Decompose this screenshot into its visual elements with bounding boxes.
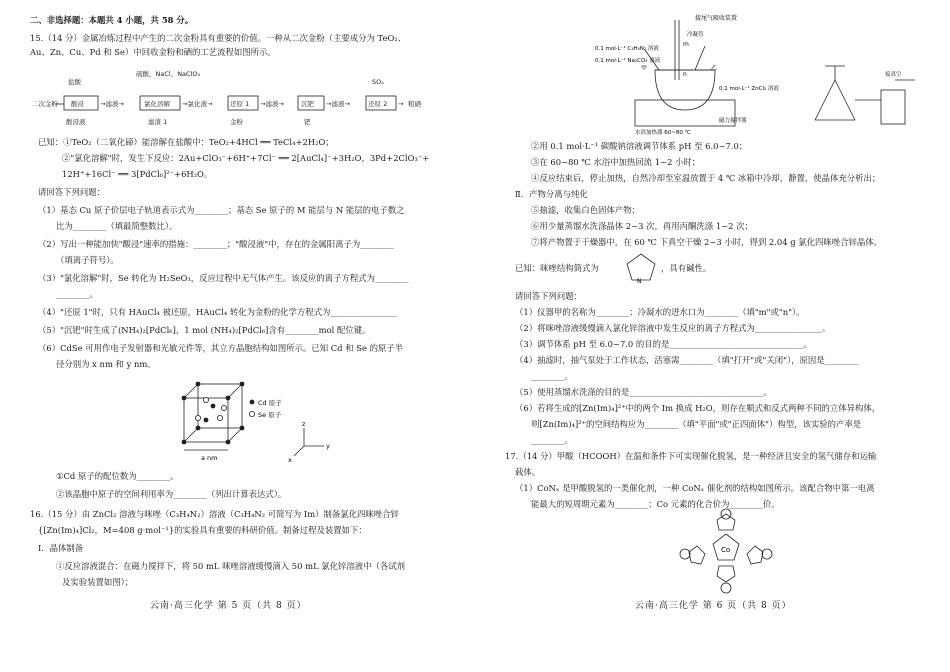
apparatus-figure — [595, 10, 925, 140]
q15-line: ①Cd 原子的配位数为________。 — [56, 471, 179, 481]
q16-line: （1）仪器甲的名称为________；冷凝水的进水口为________（填"m"或"n"）。 — [515, 307, 805, 317]
q17-line: （1）CoNₓ 是甲酸脱氢的一类催化剂，一种 CoNₓ 催化剂的结构如图所示。该配合物中第一电离 — [515, 483, 875, 493]
q16-line: 已知：咪唑结构简式为 — [515, 263, 599, 273]
flow-chart — [30, 62, 440, 132]
flow-between: →滤液→ — [100, 100, 124, 108]
complex-center: Co — [721, 546, 731, 554]
apparatus-label: 接真空 — [885, 72, 902, 78]
q15-line: ②"氯化溶解"时，发生下反应：2Au+ClO₃⁻+6H⁺+7Cl⁻ ══ 2[AuCl₄]⁻+3H₂O，3Pd+2ClO₃⁻+ — [62, 153, 430, 163]
legend-se: Se 原子 — [258, 411, 282, 419]
svg-text:N: N — [637, 278, 642, 284]
q16-line: （3）调节体系 pH 至 6.0~7.0 的目的是________________________________。 — [515, 339, 812, 349]
apparatus-label: 磁力搅拌器 — [719, 118, 747, 124]
flow-box: 酸浸 — [71, 100, 84, 108]
flow-under: 粗硒 — [408, 100, 421, 108]
label-m: m — [683, 41, 689, 48]
q16-line: 请回答下列问题： — [515, 291, 582, 301]
label-yi: 乙 — [711, 65, 718, 72]
q15-line: 已知：①TeO₂（二氧化碲）能溶解在盐酸中：TeO₂+4HCl ══ TeCl₄+2H₂O； — [38, 137, 334, 147]
apparatus-label: 0.1 mol·L⁻¹ C₃H₄N₂ 溶液 — [595, 46, 659, 52]
page-6 — [475, 0, 945, 672]
q16-line: {[Zn(Im)₄]Cl₂，M=408 g·mol⁻¹}的实验具有重要的科研价值。制备过程及装置如下： — [38, 525, 367, 535]
flow-between: →滤液→ — [260, 100, 284, 108]
flow-between: →滤液→ — [326, 100, 350, 108]
apparatus-label: 接尾气吸收装置 — [695, 15, 738, 22]
q16-line: ⑤抽滤，收集白色固体产物； — [531, 205, 640, 215]
q15-line: （3）"氯化溶解"时，Se 转化为 H₂SeO₃，反应过程中无气体产生。该反应的离子方程式为________ — [38, 273, 409, 283]
flow-extra: 钯 — [304, 118, 311, 126]
q16-line: Ⅱ．产物分离与纯化 — [515, 189, 588, 199]
flow-between: →氯化液→ — [182, 100, 213, 108]
imidazole-structure — [621, 250, 661, 284]
flow-extra: 金粉 — [230, 118, 243, 126]
cobalt-complex-figure — [671, 508, 781, 594]
apparatus-label: 0.1 mol·L⁻¹ ZnCl₂ 溶液 — [719, 86, 779, 92]
q15-line: 15.（14 分）金属冶炼过程中产生的二次金粉具有重要的价值。一种从二次金粉（主要成分为 TeO₂、 — [30, 33, 407, 43]
q16-line: （5）使用蒸馏水洗涤的目的是________________________________。 — [515, 387, 772, 397]
q15-line: （填离子符号）。 — [56, 255, 119, 265]
q15-line: （6）CdSe 可用作电子发射器和光敏元件等，其立方晶胞结构如图所示。已知 Cd 和 Se 的原子半 — [38, 343, 404, 353]
q15-line: ________。 — [56, 289, 98, 299]
q16-line: ，具有碱性。 — [661, 263, 712, 273]
q16-line: ________。 — [531, 435, 573, 445]
flow-under: 酸浸液 — [66, 118, 86, 126]
q16-line: ②用 0.1 mol·L⁻¹ 碳酸钠溶液调节体系 pH 至 6.0~7.0； — [531, 141, 748, 151]
label-jia: 甲 — [641, 65, 648, 72]
q15-line: 12H⁺+16Cl⁻ ══ 3[PdCl₆]²⁻+6H₂O。 — [62, 169, 213, 179]
q16-line: （6）若将生成的[Zn(Im)₄]²⁺中的两个 Im 换成 H₂O，则存在顺式和反式两种不同的立体异构体， — [515, 403, 881, 413]
flow-under: 滤渣 1 — [148, 118, 168, 126]
axis-x: x — [288, 456, 292, 464]
q16-line: ④反应结束后，停止加热，自然冷却至室温放置于 4 ℃ 冰箱中冷却，静置，使晶体充分析出； — [531, 173, 881, 183]
legend-cd: Cd 原子 — [258, 399, 282, 407]
q17-line: 能最大的短周期元素为________；Co 元素的化合价为________价。 — [531, 499, 780, 509]
axis-y: y — [326, 442, 330, 450]
flow-top: SO₂ — [372, 78, 384, 86]
crystal-dim: a nm — [201, 454, 218, 462]
apparatus-label: 冷凝管 — [687, 32, 704, 38]
q15-line: Au、Zn、Cu、Pd 和 Se）中回收金粉和硒的工艺流程如图所示。 — [30, 47, 276, 57]
axis-z: z — [302, 420, 306, 428]
q15-line: （1）基态 Cu 原子价层电子轨道表示式为________；基态 Se 原子的 M 能层与 N 能层的电子数之 — [38, 205, 405, 215]
flow-box: 还原 2 — [368, 100, 388, 108]
q16-line: Ⅰ．晶体制备 — [38, 543, 84, 553]
flow-start: 二次金粉 — [32, 100, 58, 108]
crystal-cell-figure — [168, 376, 338, 466]
q16-line: ③在 60~80 ℃ 水浴中加热回流 1~2 小时； — [531, 157, 701, 167]
footer: 云南·高三化学 第 5 页（共 8 页） — [150, 601, 307, 611]
flow-top: 硫酸，NaCl、NaClO₃ — [136, 70, 201, 78]
q16-line: （2）将咪唑溶液缓慢滴入氯化锌溶液中发生反应的离子方程式为________________。 — [515, 323, 831, 333]
q16-line: 16.（15 分）由 ZnCl₂ 溶液与咪唑（C₃H₄N₂）溶液（C₃H₄N₂ 可简写为 Im）制备氯化四咪唑合锌 — [30, 509, 399, 519]
q16-line: ⑥用少量蒸馏水洗涤晶体 2~3 次，再用丙酮洗涤 1~2 次； — [531, 221, 753, 231]
section-title: 二、非选择题：本题共 4 小题，共 58 分。 — [30, 15, 194, 25]
q16-line: ①反应溶液混合：在磁力搅拌下，将 50 mL 咪唑溶液缓慢滴入 50 mL 氯化锌溶液中（各试剂 — [56, 561, 406, 571]
q16-line: （4）抽滤时，抽气泵处于工作状态，活塞需________（填"打开"或"关闭"），原因是________ — [515, 355, 859, 365]
apparatus-label: 0.1 mol·L⁻¹ Na₂CO₃ 溶液 — [595, 58, 661, 64]
flow-box: 氯化溶解 — [144, 100, 170, 108]
q17-line: 载体。 — [515, 467, 541, 477]
q15-line: （4）"还原 1"时，只有 HAuCl₄ 被还原，HAuCl₄ 转化为金粉的化学方程式为________________ — [38, 307, 398, 317]
q16-line: 及实验装置如图）； — [62, 577, 134, 587]
q15-line: （5）"沉钯"时生成了(NH₄)₂[PdCl₆]，1 mol (NH₄)₂[PdCl₆]含有________mol 配位键。 — [38, 325, 371, 335]
q15-line: 比为________（填最简整数比）。 — [56, 221, 178, 231]
flow-box: 还原 1 — [230, 100, 250, 108]
flow-box: 沉钯 — [301, 100, 314, 108]
q16-line: ________。 — [531, 371, 573, 381]
footer: 云南·高三化学 第 6 页（共 8 页） — [635, 601, 792, 611]
q16-line: ⑦将产物置于干燥器中，在 60 ℃ 下真空干燥 2~3 小时，得到 2.04 g 氯化四咪唑合锌晶体。 — [531, 237, 883, 247]
q15-line: 请回答下列问题： — [38, 187, 105, 197]
flow-top: 盐酸 — [68, 78, 81, 86]
q16-line: 则[Zn(Im)₄]²⁺的空间结构应为________（填"平面"或"正四面体"）构型，该实验的产率是 — [531, 419, 862, 429]
q17-line: 17.（14 分）甲酸（HCOOH）在温和条件下可实现催化脱氢，是一种经济且安全的氢气储存和运输 — [505, 451, 877, 461]
q15-line: ②该晶胞中原子的空间利用率为________（列出计算表达式）。 — [56, 489, 287, 499]
q15-line: （2）写出一种能加快"酸浸"速率的措施：________；"酸浸液"中，存在的金属阳离子为________ — [38, 239, 394, 249]
flow-between: → — [398, 100, 404, 108]
page-5 — [0, 0, 470, 672]
apparatus-label: 水浴加热器 60~80 ℃ — [635, 130, 691, 136]
label-n: n — [683, 71, 687, 78]
q15-line: 径分别为 x nm 和 y nm。 — [56, 359, 156, 369]
